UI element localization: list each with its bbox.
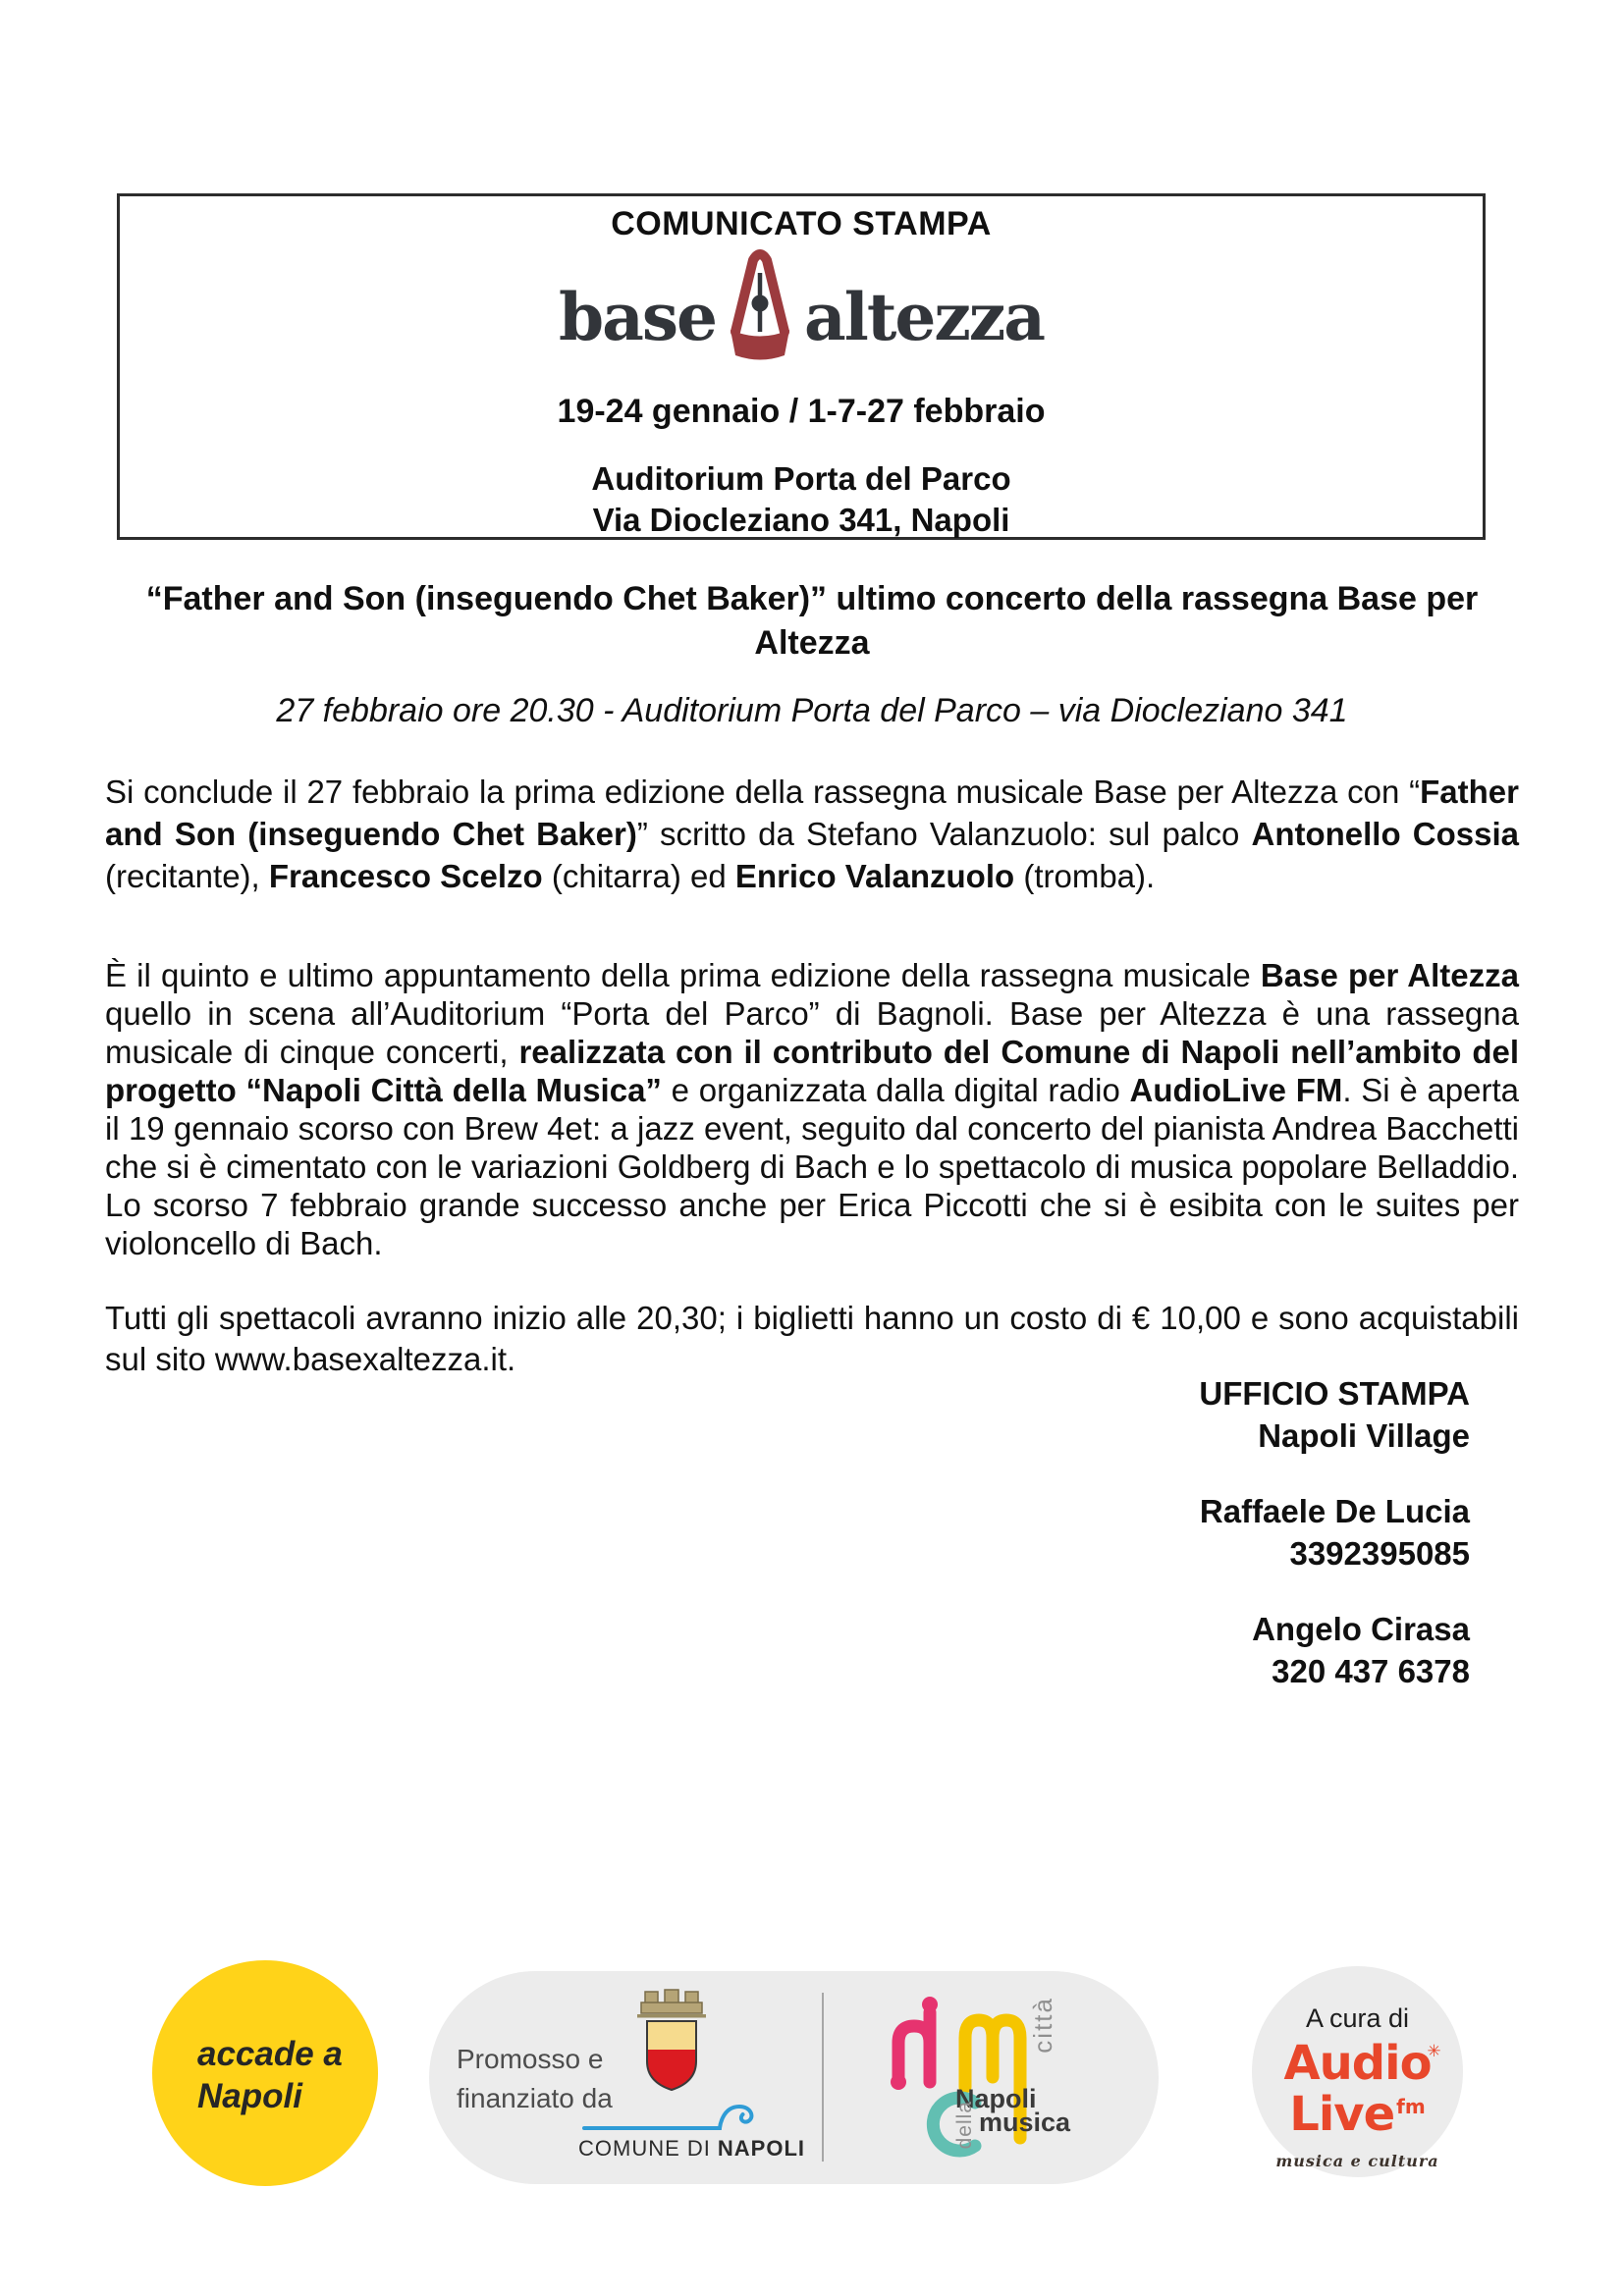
press-office-org: Napoli Village: [1258, 1417, 1470, 1454]
promoted-by-label-line2: finanziato da: [457, 2083, 613, 2113]
headline: “Father and Son (inseguendo Chet Baker)” ultimo concerto della rassegna Base per Altezza: [145, 580, 1479, 662]
comune-wordmark-bold: NAPOLI: [717, 2136, 806, 2161]
comune-di-napoli-logo: [578, 1989, 806, 2162]
audiolive-fm-suffix: fm: [1396, 2095, 1426, 2118]
ncdm-citta-label: città: [1028, 1997, 1057, 2054]
ncdm-napoli-label: Napoli: [955, 2084, 1037, 2113]
press-office-title: UFFICIO STAMPA: [1199, 1375, 1470, 1412]
base-altezza-logo: [120, 245, 1483, 369]
accade-line2: Napoli: [197, 2077, 302, 2115]
audiolive-brand-line1: Audio: [1283, 2036, 1432, 2091]
ncdm-della-label: della: [953, 2101, 976, 2150]
subtitle: 27 febbraio ore 20.30 - Auditorium Porta del Parco – via Diocleziano 341: [276, 692, 1348, 729]
paragraph-3: Tutti gli spettacoli avranno inizio alle 20,30; i biglietti hanno un costo di € 10,00 e sono acquistabili sul sito www.basexaltezza.it.: [105, 1300, 1519, 1377]
accade-a-napoli-badge: [152, 1960, 378, 2186]
paragraph-1: Si conclude il 27 febbraio la prima edizione della rassegna musicale Base per Altezza con “Father and Son (inseguendo Chet Baker)” scritto da Stefano Valanzuolo: sul palco Antonello Cossia (recitante), Francesco Scelzo (chitarra) ed Enrico Valanzuolo (tromba).: [105, 774, 1519, 894]
contact-phone: 320 437 6378: [1272, 1653, 1470, 1689]
audiolive-logo: [1275, 2036, 1441, 2183]
metronome-icon: [726, 247, 794, 368]
press-office-block: [1199, 1372, 1470, 1692]
audiolive-asterisk-icon: ✳: [1427, 2042, 1441, 2061]
wave-icon: [578, 2099, 765, 2134]
press-release-header-box: [117, 193, 1486, 540]
comune-di-napoli-wordmark: [578, 2136, 806, 2162]
contact-name: Angelo Cirasa: [1252, 1611, 1470, 1647]
logo-word-altezza: altezza: [804, 279, 1045, 355]
comune-wordmark-regular: COMUNE DI: [578, 2136, 711, 2161]
audiolive-brand-line2: [1275, 2085, 1438, 2142]
accade-line1: accade a: [197, 2035, 343, 2073]
press-release-kicker: COMUNICATO STAMPA: [611, 205, 992, 242]
audiolive-tagline: musica e cultura: [1275, 2152, 1439, 2170]
contact-name: Raffaele De Lucia: [1199, 1493, 1470, 1529]
venue-address: Via Diocleziano 341, Napoli: [592, 502, 1010, 538]
ncdm-musica-label: musica: [979, 2108, 1071, 2137]
napoli-citta-della-musica-logo: [889, 1989, 1070, 2170]
promoted-by-label-line1: Promosso e: [457, 2044, 604, 2074]
event-dates: 19-24 gennaio / 1-7-27 febbraio: [557, 393, 1046, 430]
contact-phone: 3392395085: [1289, 1535, 1470, 1572]
promoted-by-pill: [429, 1971, 1159, 2184]
logo-word-base: base: [558, 279, 716, 355]
audiolive-badge: [1252, 1966, 1463, 2177]
audiolive-curated-label: A cura di: [1305, 2003, 1410, 2033]
comune-di-napoli-crest-icon: [578, 1989, 765, 2099]
venue-block: [120, 458, 1483, 541]
pill-divider: [822, 1993, 824, 2162]
audiolive-live-word: Live: [1289, 2087, 1395, 2142]
venue-name: Auditorium Porta del Parco: [591, 460, 1011, 497]
paragraph-2: È il quinto e ultimo appuntamento della prima edizione della rassegna musicale Base per Altezza quello in scena all’Auditorium “Porta del Parco” di Bagnoli. Base per Altezza è una rassegna musicale di cinque concerti, realizzata con il contributo del Comune di Napoli nell’ambito del progetto “Napoli Città della Musica” e organizzata dalla digital radio AudioLive FM. Si è aperta il 19 gennaio scorso con Brew 4et: a jazz event, seguito dal concerto del pianista Andrea Bacchetti che si è cimentato con le variazioni Goldberg di Bach e lo spettacolo di musica popolare Belladdio. Lo scorso 7 febbraio grande successo anche per Erica Piccotti che si è esibita con le suites per violoncello di Bach.: [105, 957, 1519, 1261]
